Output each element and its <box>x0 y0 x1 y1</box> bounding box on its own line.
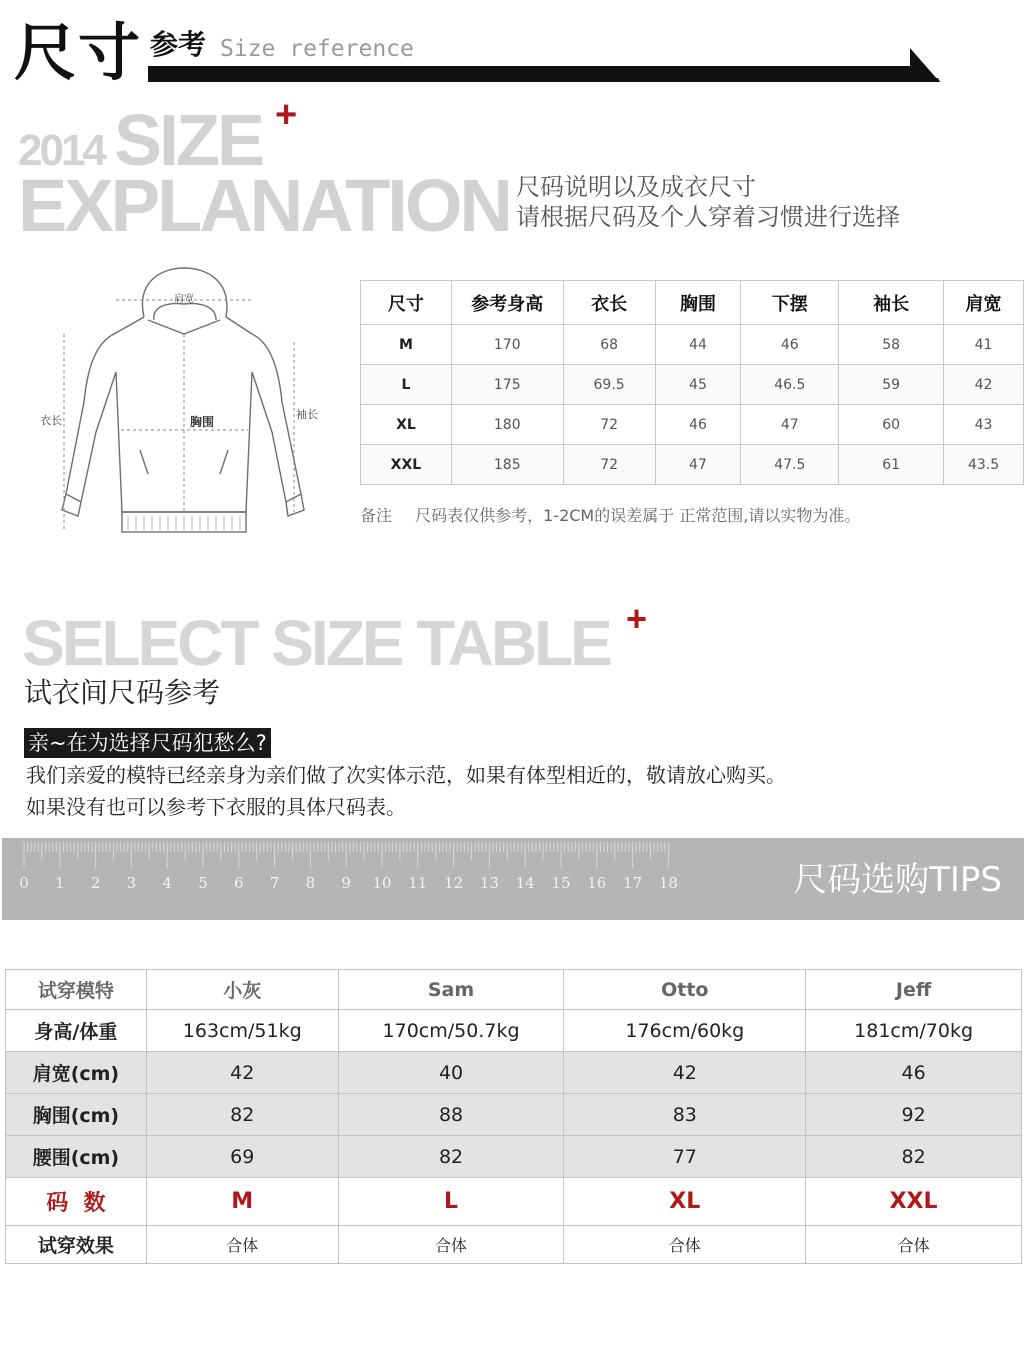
table-cell: 82 <box>338 1136 564 1178</box>
select-badge: 亲~在为选择尺码犯愁么? <box>24 728 271 758</box>
header-cell: 胸围 <box>655 281 741 325</box>
table-cell: 47 <box>655 445 741 485</box>
label-length: 衣长 <box>40 414 62 427</box>
table-cell: 82 <box>146 1094 338 1136</box>
table-cell: 42 <box>564 1052 806 1094</box>
table-cell: 82 <box>806 1136 1022 1178</box>
header-cell: 肩宽 <box>944 281 1024 325</box>
ruler-number: 17 <box>623 874 643 892</box>
select-line-2: 如果没有也可以参考下衣服的具体尺码表。 <box>26 795 406 819</box>
table-row <box>6 1010 1022 1052</box>
header-bar <box>148 44 943 86</box>
table-row <box>361 365 1024 405</box>
model-name: Jeff <box>806 970 1022 1010</box>
table-cell: 43 <box>944 405 1024 445</box>
row-label: 胸围(cm) <box>6 1094 147 1136</box>
ruler-number: 3 <box>126 874 137 892</box>
label-chest: 胸围 <box>190 415 215 429</box>
size-cell: XXL <box>361 445 452 485</box>
table-cell: 69 <box>146 1136 338 1178</box>
ruler-number: 9 <box>341 874 351 892</box>
page-subtitle-en: Size reference <box>220 36 414 62</box>
select-line-1: 我们亲爱的模特已经亲身为亲们做了次实体示范，如果有体型相近的，敬请放心购买。 <box>26 763 786 787</box>
size-value: XL <box>564 1178 806 1226</box>
size-cell: L <box>361 365 452 405</box>
ruler-number: 18 <box>658 874 678 892</box>
row-label: 肩宽(cm) <box>6 1052 147 1094</box>
plus-icon: + <box>275 94 298 136</box>
table-row <box>6 970 1022 1010</box>
select-title: SELECT SIZE TABLE <box>22 607 610 679</box>
table-cell: 46.5 <box>741 365 839 405</box>
fit-result: 合体 <box>146 1226 338 1264</box>
header-cell: 下摆 <box>741 281 839 325</box>
table-row <box>6 1094 1022 1136</box>
note-text: 尺码表仅供参考，1-2CM的误差属于 正常范围,请以实物为准。 <box>415 506 861 525</box>
table-cell: 40 <box>338 1052 564 1094</box>
size-word: SIZE <box>114 101 263 181</box>
size-table-header <box>361 281 1024 325</box>
ruler-number: 6 <box>234 874 244 892</box>
table-row <box>361 405 1024 445</box>
ruler-number: 13 <box>479 874 499 892</box>
header-cell: 衣长 <box>563 281 655 325</box>
header-cell: 参考身高 <box>451 281 563 325</box>
table-cell: 44 <box>655 325 741 365</box>
size-value: XXL <box>806 1178 1022 1226</box>
table-cell: 69.5 <box>563 365 655 405</box>
ruler-number: 1 <box>55 874 65 892</box>
row-label: 试穿模特 <box>6 970 147 1010</box>
page-subtitle: 参考 <box>150 28 207 61</box>
table-cell: 77 <box>564 1136 806 1178</box>
table-cell: 72 <box>563 405 655 445</box>
fit-result: 合体 <box>338 1226 564 1264</box>
table-cell: 175 <box>451 365 563 405</box>
fit-result: 合体 <box>564 1226 806 1264</box>
ruler-number: 0 <box>19 874 29 892</box>
table-cell: 88 <box>338 1094 564 1136</box>
table-cell: 46 <box>806 1052 1022 1094</box>
select-subtitle: 试衣间尺码参考 <box>24 676 221 709</box>
year-text: 2014 <box>18 126 104 175</box>
table-cell: 72 <box>563 445 655 485</box>
table-cell: 170 <box>451 325 563 365</box>
table-cell: 60 <box>839 405 944 445</box>
table-row <box>361 325 1024 365</box>
size-cell: M <box>361 325 452 365</box>
row-label: 身高/体重 <box>6 1010 147 1052</box>
table-row <box>361 445 1024 485</box>
plus-icon: + <box>626 598 648 639</box>
table-cell: 43.5 <box>944 445 1024 485</box>
table-cell: 61 <box>839 445 944 485</box>
ruler-number: 12 <box>444 874 464 892</box>
table-cell: 47 <box>741 405 839 445</box>
table-cell: 58 <box>839 325 944 365</box>
table-cell: 46 <box>741 325 839 365</box>
explanation-desc-2: 请根据尺码及个人穿着习惯进行选择 <box>516 203 900 231</box>
ruler-number: 10 <box>372 874 392 892</box>
size-value: L <box>338 1178 564 1226</box>
table-row <box>6 1136 1022 1178</box>
table-cell: 92 <box>806 1094 1022 1136</box>
note-label: 备注 <box>360 506 393 525</box>
ruler-number: 2 <box>90 874 101 892</box>
table-cell: 181cm/70kg <box>806 1010 1022 1052</box>
header-cell: 尺寸 <box>361 281 452 325</box>
model-name: 小灰 <box>146 970 338 1010</box>
ruler-number: 16 <box>587 874 607 892</box>
ruler-number: 15 <box>551 874 571 892</box>
table-cell: 42 <box>944 365 1024 405</box>
ruler-number: 4 <box>162 874 172 892</box>
explanation-word: EXPLANATION <box>18 164 510 247</box>
table-cell: 180 <box>451 405 563 445</box>
table-row <box>6 1226 1022 1264</box>
size-cell: XL <box>361 405 452 445</box>
table-cell: 83 <box>564 1094 806 1136</box>
row-label: 试穿效果 <box>6 1226 147 1264</box>
label-sleeve: 袖长 <box>296 408 318 421</box>
table-cell: 46 <box>655 405 741 445</box>
ruler-number: 7 <box>269 874 280 892</box>
ruler-number: 5 <box>198 874 208 892</box>
fit-result: 合体 <box>806 1226 1022 1264</box>
ruler-number: 11 <box>408 874 428 892</box>
ruler-tips: 尺码选购TIPS <box>793 860 1002 900</box>
ruler-number: 8 <box>305 874 316 892</box>
table-cell: 170cm/50.7kg <box>338 1010 564 1052</box>
table-cell: 176cm/60kg <box>564 1010 806 1052</box>
ruler-banner <box>2 838 1024 920</box>
table-cell: 163cm/51kg <box>146 1010 338 1052</box>
ruler-number: 14 <box>515 874 535 892</box>
table-cell: 68 <box>563 325 655 365</box>
table-row <box>6 1052 1022 1094</box>
model-table <box>5 969 1022 1264</box>
row-label: 码 数 <box>6 1178 147 1226</box>
size-table <box>360 280 1024 485</box>
table-cell: 42 <box>146 1052 338 1094</box>
page-title: 尺寸 <box>14 16 143 89</box>
model-name: Sam <box>338 970 564 1010</box>
table-cell: 59 <box>839 365 944 405</box>
header-cell: 袖长 <box>839 281 944 325</box>
table-cell: 41 <box>944 325 1024 365</box>
size-note <box>360 503 860 526</box>
explanation-desc-1: 尺码说明以及成衣尺寸 <box>516 173 756 201</box>
table-cell: 47.5 <box>741 445 839 485</box>
table-cell: 185 <box>451 445 563 485</box>
row-label: 腰围(cm) <box>6 1136 147 1178</box>
table-cell: 45 <box>655 365 741 405</box>
size-value: M <box>146 1178 338 1226</box>
model-name: Otto <box>564 970 806 1010</box>
label-shoulder: 肩宽 <box>174 294 194 305</box>
table-row <box>6 1178 1022 1226</box>
